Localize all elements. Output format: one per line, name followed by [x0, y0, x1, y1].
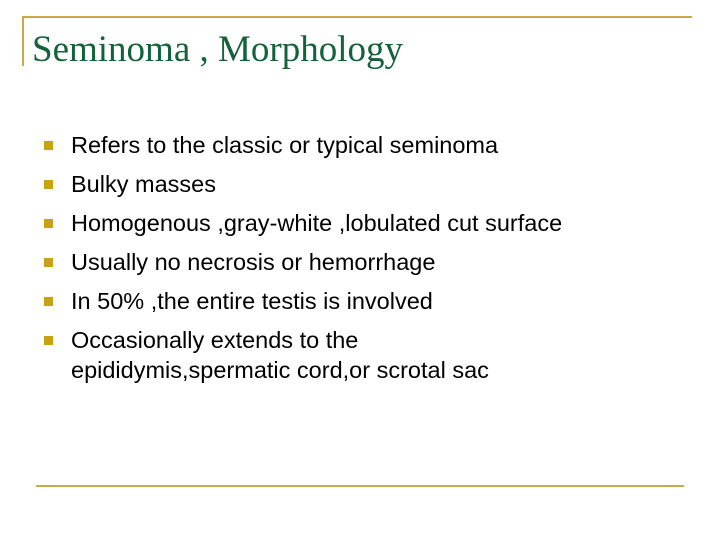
- list-item: [44, 286, 664, 316]
- square-bullet-icon: [44, 180, 53, 189]
- bullet-text: Homogenous ,gray-white ,lobulated cut surface: [71, 210, 563, 236]
- list-item: [44, 208, 591, 238]
- square-bullet-icon: [44, 219, 53, 228]
- list-item: [44, 325, 671, 385]
- top-divider: [22, 16, 692, 18]
- square-bullet-icon: [44, 336, 53, 345]
- list-item: [44, 130, 664, 160]
- bullet-text: Usually no necrosis or hemorrhage: [71, 249, 436, 275]
- list-item: [44, 169, 664, 199]
- bullet-text: Bulky masses: [71, 171, 216, 197]
- bullet-text: Occasionally extends to the epididymis,spermatic cord,or scrotal sac: [71, 327, 489, 383]
- square-bullet-icon: [44, 141, 53, 150]
- slide-title: Seminoma , Morphology: [32, 29, 404, 70]
- bottom-divider: [36, 485, 684, 487]
- list-item: [44, 247, 664, 277]
- square-bullet-icon: [44, 297, 53, 306]
- square-bullet-icon: [44, 258, 53, 267]
- bullet-list: [44, 130, 664, 394]
- left-divider: [22, 16, 24, 66]
- bullet-text: Refers to the classic or typical seminoma: [71, 132, 499, 158]
- bullet-text: In 50% ,the entire testis is involved: [71, 288, 433, 314]
